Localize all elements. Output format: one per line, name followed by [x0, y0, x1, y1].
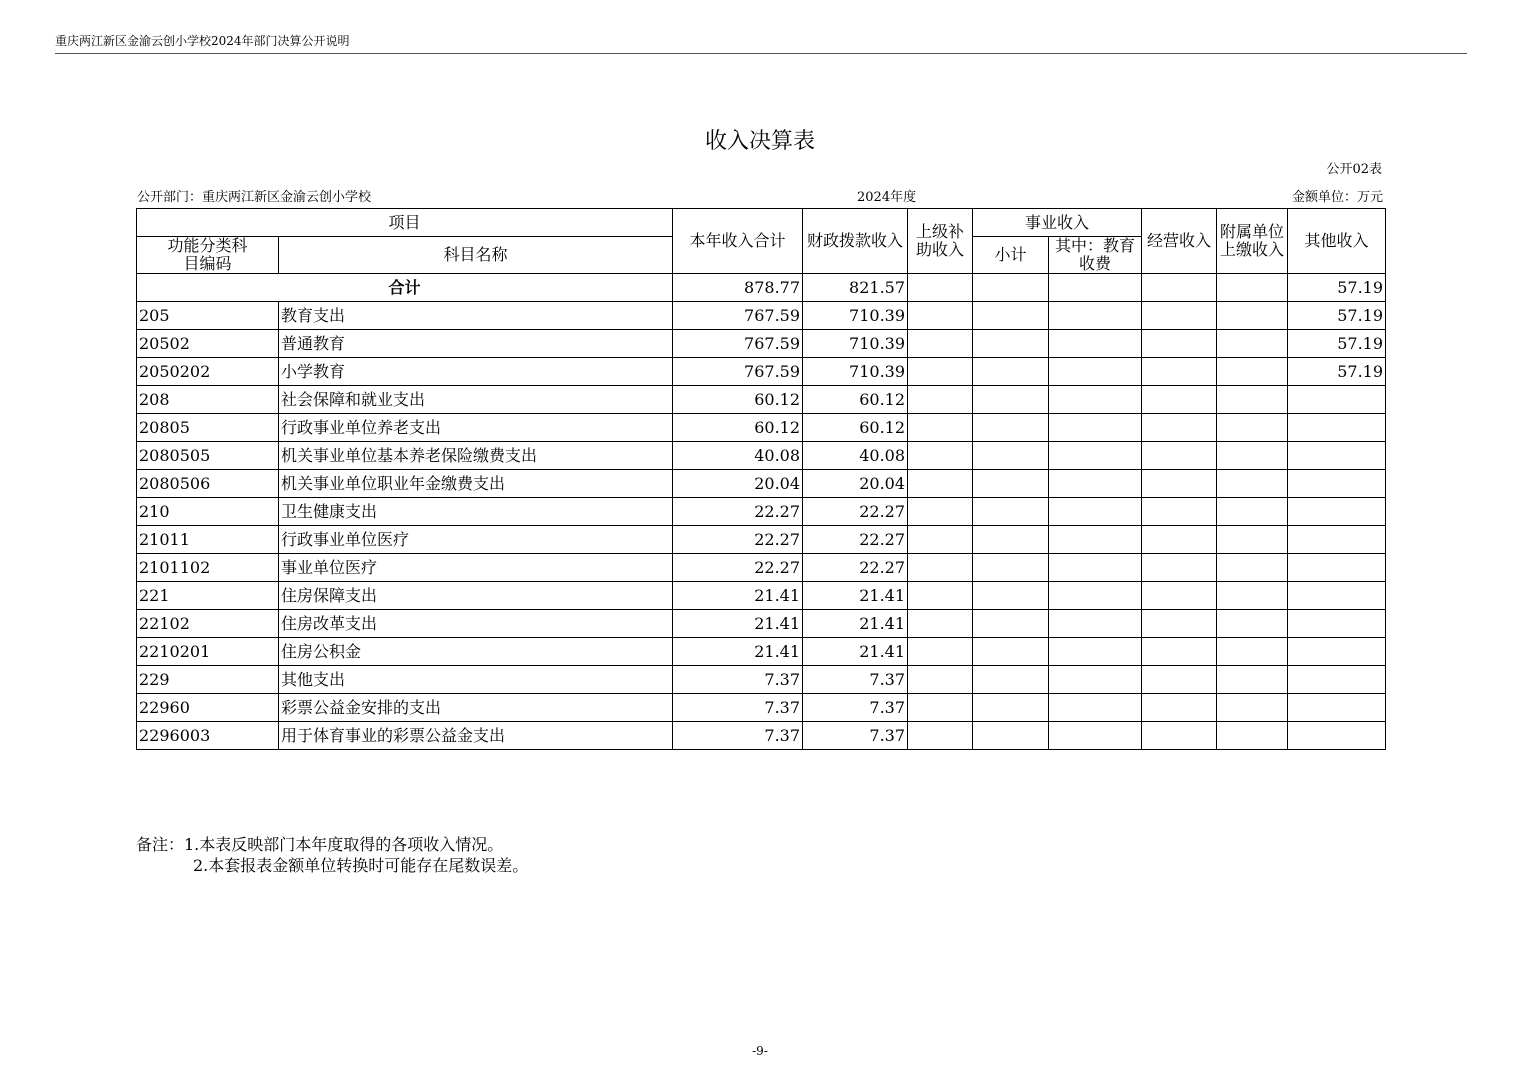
- empty-cell: [1142, 302, 1217, 330]
- row-total-income: 21.41: [673, 582, 803, 610]
- empty-cell: [1217, 442, 1288, 470]
- empty-cell: [908, 694, 973, 722]
- empty-cell: [1142, 638, 1217, 666]
- row-code: 21011: [137, 526, 279, 554]
- empty-cell: [908, 414, 973, 442]
- empty-cell: [1217, 414, 1288, 442]
- row-fiscal-appropriation: 21.41: [803, 610, 908, 638]
- row-total-income: 7.37: [673, 694, 803, 722]
- table-row: [137, 638, 1386, 666]
- empty-cell: [908, 442, 973, 470]
- empty-cell: [1049, 498, 1142, 526]
- header-fiscal-appropriation: 财政拨款收入: [803, 209, 908, 274]
- empty-cell: [1217, 498, 1288, 526]
- empty-cell: [1142, 414, 1217, 442]
- empty-cell: [1217, 554, 1288, 582]
- row-code: 2296003: [137, 722, 279, 750]
- row-fiscal-appropriation: 710.39: [803, 302, 908, 330]
- empty-cell: [973, 386, 1049, 414]
- row-total-income: 22.27: [673, 526, 803, 554]
- row-total-income: 21.41: [673, 610, 803, 638]
- empty-cell: [1049, 442, 1142, 470]
- document-header: 重庆两江新区金渝云创小学校2024年部门决算公开说明: [55, 34, 350, 48]
- empty-cell: [1142, 274, 1217, 302]
- row-other-income: [1288, 470, 1386, 498]
- row-total-income: 767.59: [673, 358, 803, 386]
- empty-cell: [973, 442, 1049, 470]
- row-subject-name: 行政事业单位医疗: [279, 526, 673, 554]
- row-total-income: 60.12: [673, 414, 803, 442]
- header-subtotal: 小计: [973, 237, 1049, 274]
- table-row: [137, 722, 1386, 750]
- empty-cell: [908, 638, 973, 666]
- row-subject-name: 住房保障支出: [279, 582, 673, 610]
- header-affiliated-income: 附属单位上缴收入: [1217, 209, 1288, 274]
- row-other-income: 57.19: [1288, 302, 1386, 330]
- row-fiscal-appropriation: 22.27: [803, 554, 908, 582]
- empty-cell: [1217, 386, 1288, 414]
- header-divider: [55, 53, 1467, 54]
- row-code: 2101102: [137, 554, 279, 582]
- row-code: 2080505: [137, 442, 279, 470]
- empty-cell: [1049, 694, 1142, 722]
- table-row: [137, 330, 1386, 358]
- row-code: 2050202: [137, 358, 279, 386]
- row-code: 229: [137, 666, 279, 694]
- empty-cell: [973, 554, 1049, 582]
- empty-cell: [1049, 302, 1142, 330]
- row-subject-name: 用于体育事业的彩票公益金支出: [279, 722, 673, 750]
- table-row: [137, 358, 1386, 386]
- row-total-income: 767.59: [673, 302, 803, 330]
- empty-cell: [908, 554, 973, 582]
- row-total-income: 21.41: [673, 638, 803, 666]
- empty-cell: [908, 582, 973, 610]
- empty-cell: [1142, 666, 1217, 694]
- total-fiscal-value: 821.57: [803, 274, 908, 302]
- table-row: [137, 498, 1386, 526]
- table-row: [137, 386, 1386, 414]
- row-fiscal-appropriation: 7.37: [803, 666, 908, 694]
- empty-cell: [973, 358, 1049, 386]
- empty-cell: [1217, 302, 1288, 330]
- row-other-income: [1288, 498, 1386, 526]
- empty-cell: [908, 302, 973, 330]
- empty-cell: [908, 274, 973, 302]
- row-total-income: 7.37: [673, 666, 803, 694]
- income-final-account-table: [136, 208, 1386, 750]
- empty-cell: [973, 582, 1049, 610]
- empty-cell: [1142, 358, 1217, 386]
- row-subject-name: 普通教育: [279, 330, 673, 358]
- empty-cell: [1217, 638, 1288, 666]
- row-code: 22960: [137, 694, 279, 722]
- empty-cell: [1217, 610, 1288, 638]
- empty-cell: [1142, 582, 1217, 610]
- row-code: 210: [137, 498, 279, 526]
- empty-cell: [1142, 526, 1217, 554]
- row-other-income: [1288, 694, 1386, 722]
- empty-cell: [1049, 610, 1142, 638]
- row-code: 221: [137, 582, 279, 610]
- empty-cell: [973, 274, 1049, 302]
- row-other-income: [1288, 554, 1386, 582]
- row-code: 20805: [137, 414, 279, 442]
- fiscal-year: 2024年度: [857, 190, 917, 205]
- empty-cell: [1217, 330, 1288, 358]
- page-title: 收入决算表: [704, 129, 815, 154]
- row-subject-name: 其他支出: [279, 666, 673, 694]
- row-code: 2080506: [137, 470, 279, 498]
- empty-cell: [1049, 386, 1142, 414]
- table-row: [137, 694, 1386, 722]
- row-subject-name: 住房公积金: [279, 638, 673, 666]
- empty-cell: [973, 666, 1049, 694]
- table-row: [137, 582, 1386, 610]
- empty-cell: [908, 330, 973, 358]
- row-fiscal-appropriation: 60.12: [803, 386, 908, 414]
- empty-cell: [1142, 470, 1217, 498]
- empty-cell: [1049, 274, 1142, 302]
- note-line-1: 备注：1.本表反映部门本年度取得的各项收入情况。: [136, 835, 504, 854]
- empty-cell: [1217, 274, 1288, 302]
- row-subject-name: 事业单位医疗: [279, 554, 673, 582]
- empty-cell: [908, 498, 973, 526]
- empty-cell: [1049, 638, 1142, 666]
- row-other-income: [1288, 442, 1386, 470]
- total-row: [137, 274, 1386, 302]
- row-fiscal-appropriation: 21.41: [803, 638, 908, 666]
- row-subject-name: 行政事业单位养老支出: [279, 414, 673, 442]
- empty-cell: [973, 302, 1049, 330]
- empty-cell: [1142, 442, 1217, 470]
- total-other-value: 57.19: [1288, 274, 1386, 302]
- empty-cell: [1217, 722, 1288, 750]
- row-other-income: [1288, 610, 1386, 638]
- empty-cell: [1217, 666, 1288, 694]
- empty-cell: [973, 526, 1049, 554]
- total-income-value: 878.77: [673, 274, 803, 302]
- header-operating-income: 经营收入: [1142, 209, 1217, 274]
- row-fiscal-appropriation: 20.04: [803, 470, 908, 498]
- empty-cell: [1142, 722, 1217, 750]
- empty-cell: [1049, 330, 1142, 358]
- form-number: 公开02表: [1326, 162, 1382, 177]
- row-subject-name: 教育支出: [279, 302, 673, 330]
- empty-cell: [973, 470, 1049, 498]
- row-code: 2210201: [137, 638, 279, 666]
- row-other-income: [1288, 582, 1386, 610]
- row-subject-name: 社会保障和就业支出: [279, 386, 673, 414]
- row-subject-name: 机关事业单位职业年金缴费支出: [279, 470, 673, 498]
- row-code: 205: [137, 302, 279, 330]
- empty-cell: [1049, 666, 1142, 694]
- row-fiscal-appropriation: 7.37: [803, 722, 908, 750]
- table-row: [137, 442, 1386, 470]
- row-fiscal-appropriation: 7.37: [803, 694, 908, 722]
- header-other-income: 其他收入: [1288, 209, 1386, 274]
- row-other-income: [1288, 386, 1386, 414]
- table-header: [137, 209, 1386, 274]
- empty-cell: [1049, 526, 1142, 554]
- page-number: -9-: [752, 1044, 768, 1058]
- row-total-income: 60.12: [673, 386, 803, 414]
- empty-cell: [1049, 414, 1142, 442]
- amount-unit: 金额单位：万元: [1291, 190, 1383, 205]
- empty-cell: [908, 470, 973, 498]
- empty-cell: [1142, 694, 1217, 722]
- row-fiscal-appropriation: 22.27: [803, 498, 908, 526]
- empty-cell: [973, 722, 1049, 750]
- header-subject-name: 科目名称: [279, 237, 673, 274]
- table-row: [137, 554, 1386, 582]
- empty-cell: [1142, 498, 1217, 526]
- table-row: [137, 302, 1386, 330]
- header-item: 项目: [137, 209, 673, 237]
- header-total-income: 本年收入合计: [673, 209, 803, 274]
- empty-cell: [1142, 610, 1217, 638]
- total-label: 合计: [137, 274, 673, 302]
- header-business-income: 事业收入: [973, 209, 1142, 237]
- table-row: [137, 526, 1386, 554]
- empty-cell: [1142, 554, 1217, 582]
- empty-cell: [1049, 470, 1142, 498]
- empty-cell: [973, 498, 1049, 526]
- row-total-income: 7.37: [673, 722, 803, 750]
- note-line-2: 2.本套报表金额单位转换时可能存在尾数误差。: [193, 856, 529, 875]
- empty-cell: [1217, 694, 1288, 722]
- row-fiscal-appropriation: 40.08: [803, 442, 908, 470]
- empty-cell: [908, 386, 973, 414]
- empty-cell: [1049, 722, 1142, 750]
- empty-cell: [973, 414, 1049, 442]
- row-fiscal-appropriation: 710.39: [803, 330, 908, 358]
- meta-row: [137, 186, 1383, 204]
- row-total-income: 22.27: [673, 498, 803, 526]
- table-row: [137, 470, 1386, 498]
- row-fiscal-appropriation: 710.39: [803, 358, 908, 386]
- row-other-income: [1288, 414, 1386, 442]
- row-other-income: [1288, 638, 1386, 666]
- table-body: [137, 274, 1386, 750]
- empty-cell: [1049, 582, 1142, 610]
- row-subject-name: 小学教育: [279, 358, 673, 386]
- empty-cell: [908, 610, 973, 638]
- row-subject-name: 彩票公益金安排的支出: [279, 694, 673, 722]
- empty-cell: [908, 526, 973, 554]
- row-other-income: [1288, 526, 1386, 554]
- notes: [136, 834, 528, 876]
- empty-cell: [1142, 330, 1217, 358]
- department-label: 公开部门：重庆两江新区金渝云创小学校: [137, 190, 372, 205]
- row-other-income: 57.19: [1288, 358, 1386, 386]
- empty-cell: [1142, 386, 1217, 414]
- empty-cell: [1217, 526, 1288, 554]
- header-function-code: 功能分类科目编码: [137, 237, 279, 274]
- table-row: [137, 666, 1386, 694]
- header-upper-subsidy: 上级补助收入: [908, 209, 973, 274]
- empty-cell: [908, 722, 973, 750]
- empty-cell: [1217, 358, 1288, 386]
- row-total-income: 20.04: [673, 470, 803, 498]
- row-fiscal-appropriation: 21.41: [803, 582, 908, 610]
- empty-cell: [1049, 554, 1142, 582]
- empty-cell: [908, 666, 973, 694]
- empty-cell: [1217, 470, 1288, 498]
- empty-cell: [908, 358, 973, 386]
- row-fiscal-appropriation: 22.27: [803, 526, 908, 554]
- empty-cell: [973, 610, 1049, 638]
- empty-cell: [973, 694, 1049, 722]
- row-other-income: [1288, 666, 1386, 694]
- empty-cell: [973, 638, 1049, 666]
- row-subject-name: 机关事业单位基本养老保险缴费支出: [279, 442, 673, 470]
- row-total-income: 40.08: [673, 442, 803, 470]
- header-education-fee: 其中：教育收费: [1049, 237, 1142, 274]
- empty-cell: [1049, 358, 1142, 386]
- row-subject-name: 住房改革支出: [279, 610, 673, 638]
- row-code: 208: [137, 386, 279, 414]
- table-row: [137, 414, 1386, 442]
- row-code: 20502: [137, 330, 279, 358]
- row-other-income: [1288, 722, 1386, 750]
- empty-cell: [1217, 582, 1288, 610]
- table-row: [137, 610, 1386, 638]
- empty-cell: [973, 330, 1049, 358]
- row-total-income: 767.59: [673, 330, 803, 358]
- row-other-income: 57.19: [1288, 330, 1386, 358]
- row-fiscal-appropriation: 60.12: [803, 414, 908, 442]
- row-total-income: 22.27: [673, 554, 803, 582]
- row-code: 22102: [137, 610, 279, 638]
- row-subject-name: 卫生健康支出: [279, 498, 673, 526]
